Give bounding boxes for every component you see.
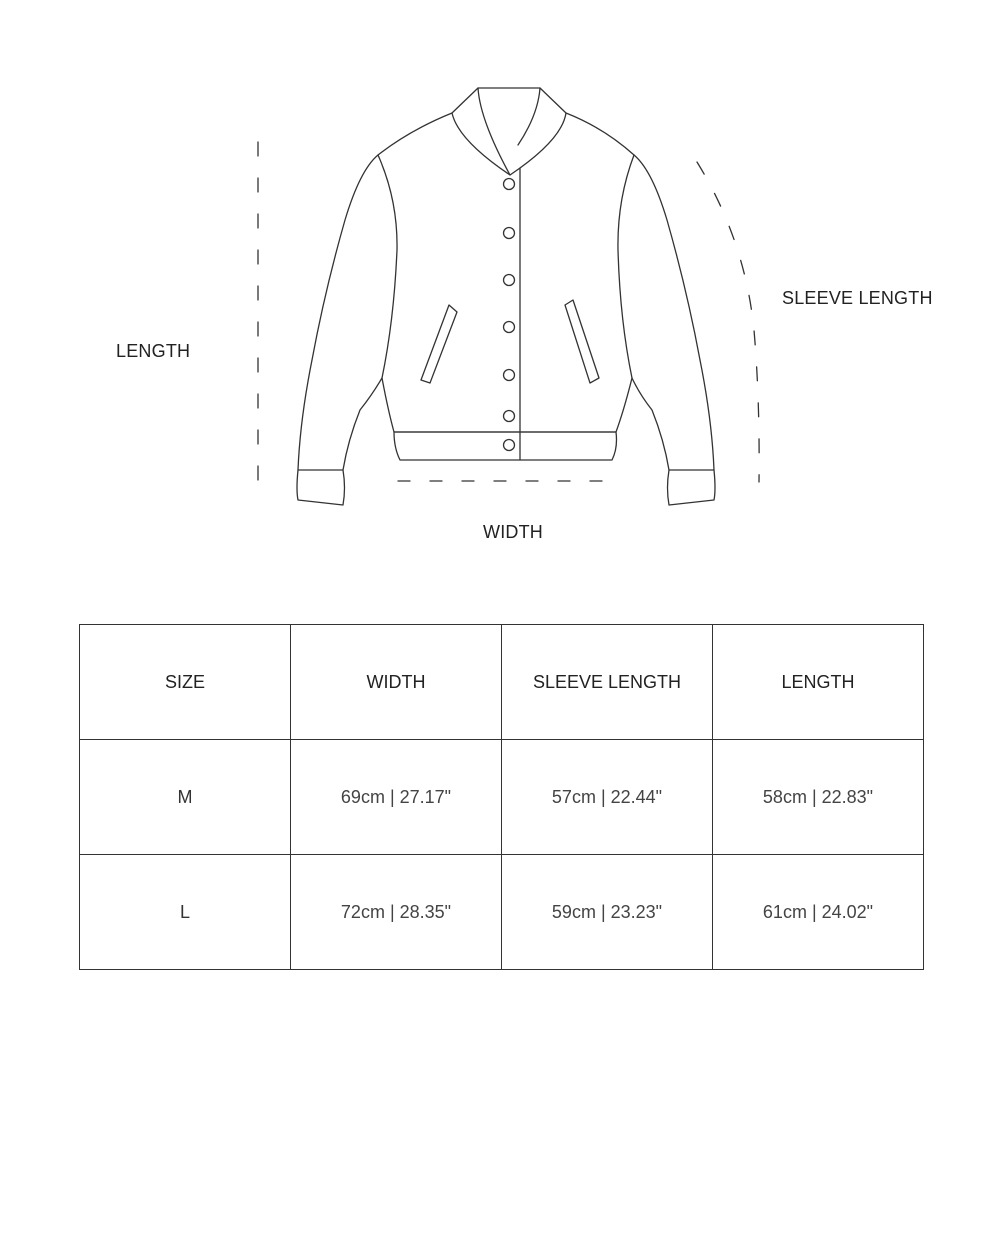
left-cuff — [297, 470, 345, 505]
right-pocket — [565, 300, 599, 383]
button — [504, 228, 515, 239]
buttons — [504, 179, 515, 451]
left-pocket — [421, 305, 457, 383]
button — [504, 275, 515, 286]
sleeve-length-dashed-line — [697, 162, 759, 482]
width-cell: 72cm | 28.35" — [291, 855, 502, 970]
sleeve-length-label: SLEEVE LENGTH — [782, 288, 933, 308]
width-label: WIDTH — [483, 522, 543, 542]
button — [504, 370, 515, 381]
length-label: LENGTH — [116, 341, 191, 361]
hem-band — [394, 432, 617, 460]
jacket-collar-inner — [478, 88, 510, 175]
header-sleeve-length: SLEEVE LENGTH — [502, 625, 713, 740]
button — [504, 179, 515, 190]
size-chart-table — [79, 624, 924, 970]
table-row — [80, 740, 924, 855]
size-cell: L — [80, 855, 291, 970]
table-row — [80, 855, 924, 970]
sleeve-length-cell: 59cm | 23.23" — [502, 855, 713, 970]
jacket-illustration — [0, 0, 1000, 560]
button — [504, 440, 515, 451]
length-cell: 61cm | 24.02" — [713, 855, 924, 970]
button — [504, 411, 515, 422]
width-cell: 69cm | 27.17" — [291, 740, 502, 855]
jacket-collar-inner-right — [518, 88, 540, 145]
size-cell: M — [80, 740, 291, 855]
jacket-measurement-diagram — [0, 0, 1000, 560]
sleeve-length-cell: 57cm | 22.44" — [502, 740, 713, 855]
right-cuff — [668, 470, 716, 505]
table-header-row — [80, 625, 924, 740]
left-sleeve — [298, 155, 382, 470]
header-size: SIZE — [80, 625, 291, 740]
button — [504, 322, 515, 333]
header-width: WIDTH — [291, 625, 502, 740]
right-sleeve — [632, 155, 714, 470]
header-length: LENGTH — [713, 625, 924, 740]
length-cell: 58cm | 22.83" — [713, 740, 924, 855]
jacket-collar — [452, 113, 566, 175]
